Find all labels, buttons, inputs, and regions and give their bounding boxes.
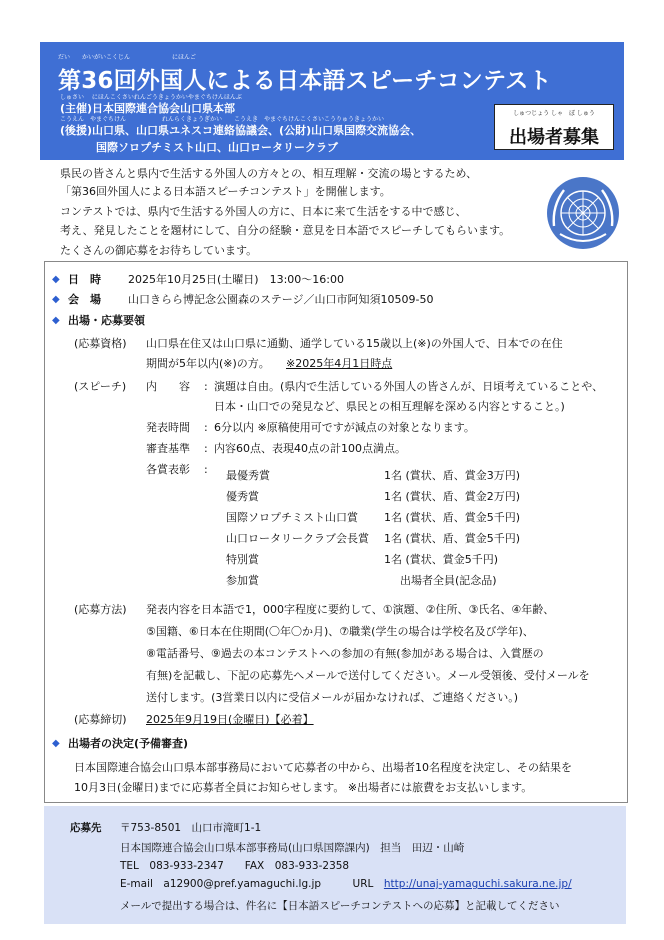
contact-postal: 〒753-8501 山口市滝町1-1 [120,822,262,834]
recruit-box [494,104,614,150]
bullet-icon: ◆ [52,274,60,285]
award-detail: 出場者全員(記念品) [400,574,497,587]
content-label: 内 容 [146,380,190,393]
award-name: 特別賞 [226,553,259,566]
venue-value: 山口きらら博記念公園森のステージ／山口市阿知須10509-50 [128,293,434,306]
awards-label: 各賞表彰 [146,463,190,476]
colon: : [204,421,208,434]
award-detail: 1名 (賞状、盾、賞金2万円) [384,490,521,503]
time-value: 6分以内 ※原稿使用可ですが減点の対象となります。 [214,421,475,434]
supporters-line-1: (後援)山口県、山口県ユネスコ連絡協議会、(公財)山口県国際交流協会、 [60,124,422,137]
contact-note: メールで提出する場合は、件名に【日本語スピーチコンテストへの応募】と記載してください [120,900,560,912]
colon: : [204,463,208,476]
award-detail: 1名 (賞状、盾、賞金5千円) [384,532,521,545]
organizer: (主催)日本国際連合協会山口県本部 [60,102,236,115]
contact-office: 日本国際連合協会山口県本部事務局(山口県国際課内) 担当 田辺・山崎 [120,842,465,854]
award-name: 山口ロータリークラブ会長賞 [226,532,369,545]
eligibility-label: (応募資格) [74,337,127,350]
method-line: 送付します。(3営業日以内に受信メールが届かなければ、ご連絡ください。) [146,691,518,704]
contact-email: E-mail a12900@pref.yamaguchi.lg.jp URL [120,878,384,890]
criteria-value: 内容60点、表現40点の計100点満点。 [214,442,406,455]
contact-email-line [120,878,572,890]
intro-line: たくさんの御応募をお待ちしています。 [60,244,258,257]
award-detail: 1名 (賞状、賞金5千円) [384,553,499,566]
bullet-icon: ◆ [52,315,60,326]
award-name: 最優秀賞 [226,469,270,482]
bullet-icon: ◆ [52,738,60,749]
contact-tel-fax: TEL 083-933-2347 FAX 083-933-2358 [120,860,350,872]
contact-box [44,806,626,924]
award-name: 参加賞 [226,574,259,587]
decision-line: 10月3日(金曜日)までに応募者全員にお知らせします。 ※出場者には旅費をお支払いします。 [74,781,533,794]
content-line: 日本・山口での発見など、県民との相互理解を深める内容とすること。) [214,400,565,413]
method-line: 有無)を記載し、下記の応募先へメールで送付してください。メール受領後、受付メールを [146,669,590,682]
content-line: 演題は自由。(県内で生活している外国人の皆さんが、日頃考えていることや、 [214,380,604,393]
award-name: 国際ソロプチミスト山口賞 [226,511,358,524]
page-title: 第36回外国人による日本語スピーチコンテスト [58,68,552,94]
award-name: 優秀賞 [226,490,259,503]
intro-line: 県民の皆さんと県内で生活する外国人の方々との、相互理解・交流の場とするため、 [60,167,478,180]
guidelines-label: 出場・応募要領 [68,314,145,327]
method-label: (応募方法) [74,603,127,616]
organizer-ruby: しゅさい にほんこくさいれんごうきょうかいやまぐちけんほんぶ [60,94,242,101]
eligibility-line: 山口県在住又は山口県に通勤、通学している15歳以上(※)の外国人で、日本での在住 [146,337,563,350]
contact-url-link[interactable]: http://unaj-yamaguchi.sakura.ne.jp/ [383,878,572,890]
intro-line: 「第36回外国人による日本語スピーチコンテスト」を開催します。 [60,185,391,198]
intro-line: 考え、発見したことを題材にして、自分の経験・意見を日本語でスピーチしてもらいます。 [60,224,511,237]
criteria-label: 審査基準 [146,442,190,455]
header-banner [40,42,624,160]
intro-line: コンテストでは、県内で生活する外国人の方に、日本に来て生活をする中で感じ、 [60,205,467,218]
deadline-value: 2025年9月19日(金曜日)【必着】 [146,713,314,726]
method-line: ⑧電話番号、⑨過去の本コンテストへの参加の有無(参加がある場合は、入賞歴の [146,647,544,660]
supporters-line-2: 国際ソロプチミスト山口、山口ロータリークラブ [96,141,338,154]
contact-label: 応募先 [70,822,102,834]
eligibility-line: 期間が5年以内(※)の方。 [146,357,270,370]
decision-label: 出場者の決定(予備審査) [68,737,189,750]
date-label: 日 時 [68,273,101,286]
date-value: 2025年10月25日(土曜日) 13:00～16:00 [128,273,344,286]
title-ruby: だい かいがいこくじん にほんご [58,54,197,61]
method-line: ⑤国籍、⑥日本在住期間(〇年〇か月)、⑦職業(学生の場合は学校名及び学年)、 [146,625,534,638]
deadline-label: (応募締切) [74,713,127,726]
recruit-heading: 出場者募集 [509,127,599,148]
colon: : [204,442,208,455]
time-label: 発表時間 [146,421,190,434]
supporters-ruby: こうえん やまぐちけん れんらくきょうぎかい こうえき やまぐちけんこくさいこうりゅうきょうかい [60,116,385,123]
colon: : [204,380,208,393]
united-nations-emblem-icon [546,176,620,250]
eligibility-reference-date: ※2025年4月1日時点 [286,357,393,370]
bullet-icon: ◆ [52,294,60,305]
venue-label: 会 場 [68,293,101,306]
award-detail: 1名 (賞状、盾、賞金3万円) [384,469,521,482]
recruit-ruby: しゅつじょう しゃ ぼ しゅう [513,110,595,117]
method-line: 発表内容を日本語で1，000字程度に要約して、①演題、②住所、③氏名、④年齢、 [146,603,555,616]
speech-label: (スピーチ) [74,380,127,393]
decision-line: 日本国際連合協会山口県本部事務局において応募者の中から、出場者10名程度を決定し、その結果を [74,761,572,774]
award-detail: 1名 (賞状、盾、賞金5千円) [384,511,521,524]
